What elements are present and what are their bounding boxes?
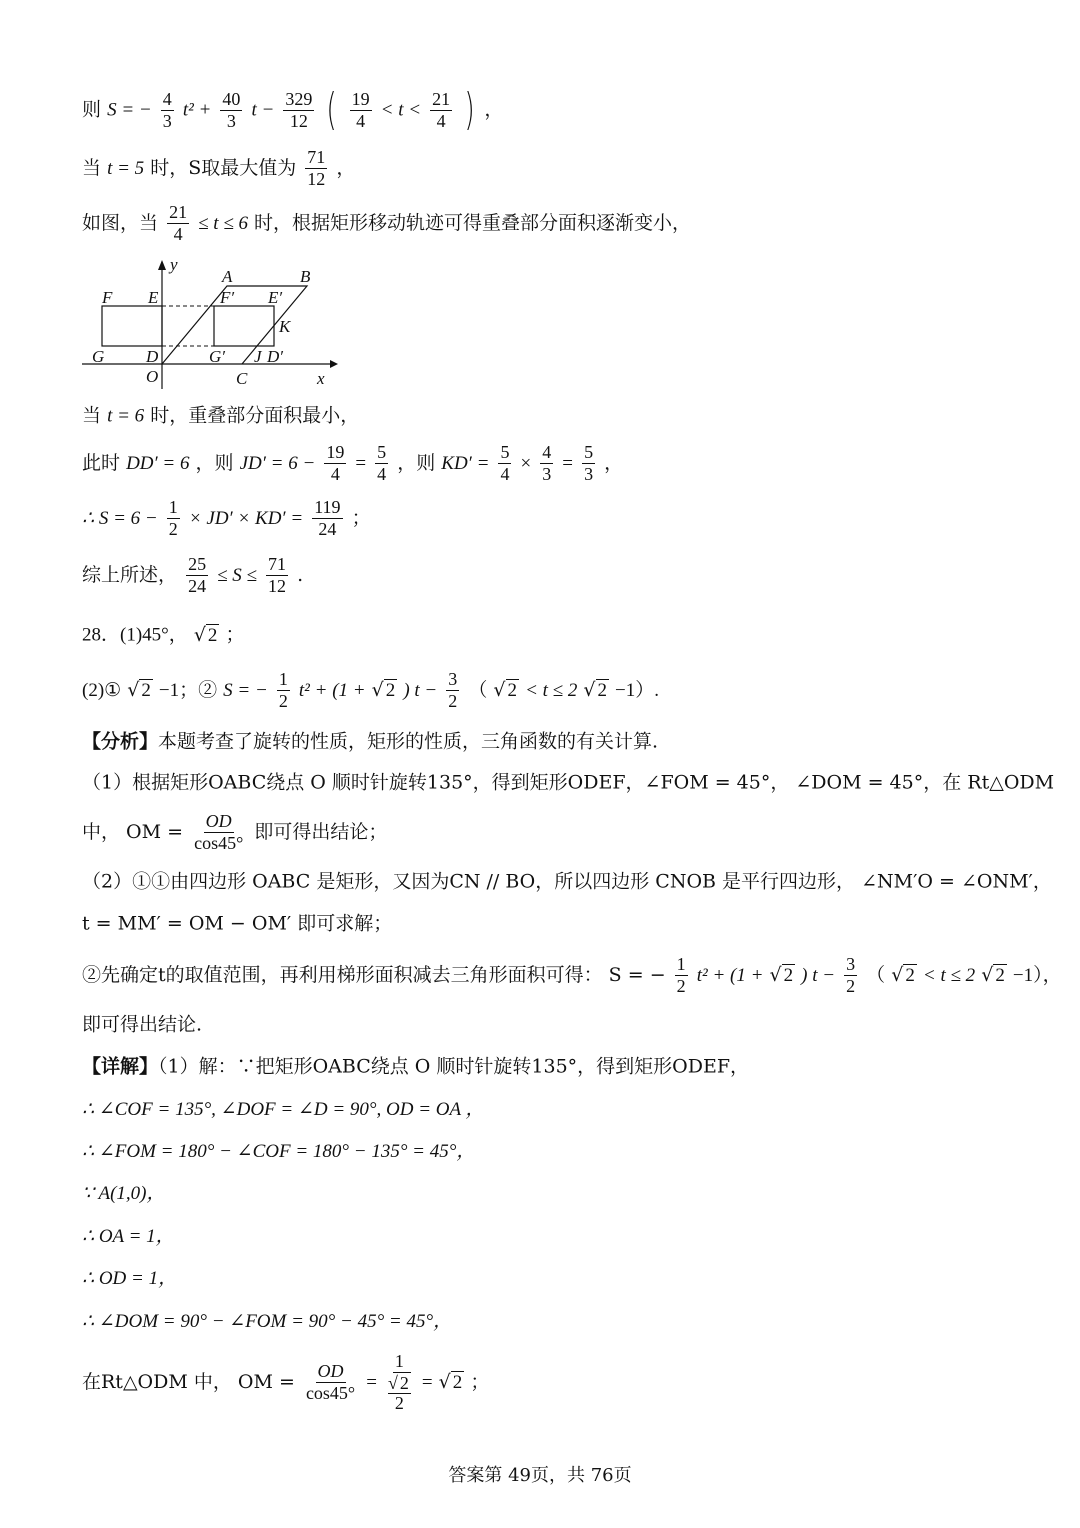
text: 综上所述， <box>82 563 178 586</box>
fraction: $\frac{25}{24}$ <box>188 554 207 596</box>
math: JD′ = 6 − <box>239 452 316 474</box>
text: 时，S取最大值为 <box>150 156 297 179</box>
label-k: K <box>279 317 291 336</box>
sqrt: √ 2 <box>981 963 1005 986</box>
page-footer: 答案第 49页，共 76页 <box>448 1465 632 1486</box>
sqrt: √ 2 <box>891 963 915 986</box>
math: t = 5 <box>107 157 145 179</box>
sqrt: √ 2 <box>371 678 396 701</box>
section-label: 【分析】 <box>82 730 159 753</box>
label-e: E <box>148 288 159 307</box>
line-20 <box>82 1183 166 1203</box>
text: ， <box>484 98 504 121</box>
line-3 <box>82 203 691 244</box>
text: （2）①①由四边形 OABC 是矩形，又因为CN // BO，所以四边形 CNOB 是平行四边形， ∠NM′O = ∠ONM′， <box>82 870 1052 893</box>
label-d-prime: D′ <box>267 347 283 366</box>
sqrt: √ 2 <box>769 963 794 986</box>
line-12 <box>82 812 387 853</box>
line-6 <box>82 498 371 539</box>
sqrt: √ 2 <box>583 678 607 701</box>
line-2 <box>82 148 355 189</box>
label-b: B <box>300 267 311 286</box>
line-22 <box>82 1268 177 1288</box>
text: 在Rt△ODM 中， OM = <box>82 1370 295 1393</box>
math: × JD′ × KD′ = <box>188 507 304 529</box>
label-j: J <box>254 347 262 366</box>
fraction: $\frac{4}{3}$ <box>542 442 552 484</box>
math: ) t − <box>801 964 836 986</box>
line-9 <box>82 670 659 711</box>
text: 即可得出结论. <box>82 1013 203 1036</box>
label-c: C <box>236 369 248 388</box>
math: ≤ S ≤ <box>217 564 257 586</box>
fraction: $\frac{19}{4}$ <box>326 442 345 484</box>
text: ； <box>470 1370 490 1393</box>
label-d: D <box>146 347 159 366</box>
text: . <box>297 563 304 586</box>
line-1 <box>82 84 504 135</box>
line-24 <box>82 1352 489 1413</box>
text: 则 <box>82 98 102 121</box>
text: 时，根据矩形移动轨迹可得重叠部分面积逐渐变小， <box>254 211 692 234</box>
fraction: $\frac{1}{2}$ <box>278 669 288 711</box>
math: t − <box>251 99 275 121</box>
math: S = − <box>223 679 268 701</box>
math: ∴ S = 6 − <box>82 507 158 529</box>
math: = <box>421 1371 433 1393</box>
line-17 <box>82 1057 749 1077</box>
fraction: $\frac{OD}{\cos 45^\circ}$ <box>194 811 244 853</box>
sqrt: √ 2 <box>493 678 518 701</box>
fraction: $\frac{OD}{\cos 45^\circ}$ <box>305 1360 356 1403</box>
text: 当 <box>82 156 102 179</box>
text: t = MM′ = OM − OM′ 即可求解； <box>82 912 393 935</box>
label-y: y <box>170 255 178 274</box>
line-8 <box>82 625 244 645</box>
label-e-prime: E′ <box>268 288 283 307</box>
text: ∴ OA = 1， <box>82 1226 175 1248</box>
math: < t ≤ 2 <box>922 964 976 986</box>
text: ，则 <box>397 451 436 474</box>
fraction: $\frac{5}{4}$ <box>377 442 387 484</box>
line-15 <box>82 955 1062 996</box>
label-x: x <box>317 369 325 388</box>
math: = <box>355 452 367 474</box>
fraction: $\frac{5}{3}$ <box>584 442 594 484</box>
text: 本题考查了旋转的性质，矩形的性质，三角函数的有关计算. <box>158 730 659 753</box>
line-4 <box>82 406 359 426</box>
math: DD′ = 6 <box>126 452 190 474</box>
fraction: $\frac{4}{3}$ <box>162 88 172 131</box>
rectangle-fedg <box>102 306 162 346</box>
line-23 <box>82 1311 452 1331</box>
fraction: $\frac{119}{24}$ <box>314 497 341 539</box>
fraction: $\frac{71}{12}$ <box>307 147 326 189</box>
line-7 <box>82 555 303 596</box>
text: 即可得出结论； <box>254 820 388 843</box>
fraction: $\frac{19}{4}$ <box>351 88 370 131</box>
math: ) t − <box>403 679 438 701</box>
math: t = 6 <box>107 405 145 427</box>
paren: ( <box>326 84 338 135</box>
text: 时，重叠部分面积最小， <box>150 404 360 427</box>
sqrt: √ 2 <box>193 623 218 646</box>
geometry-figure <box>82 254 342 394</box>
text: 如图，当 <box>82 211 159 234</box>
text: (2)① <box>82 679 122 701</box>
text: 此时 <box>82 451 121 474</box>
text: ∴ ∠DOM = 90° − ∠FOM = 90° − 45° = 45°， <box>82 1311 453 1333</box>
fraction: $\frac{3}{2}$ <box>448 669 458 711</box>
fraction: $\frac{21}{4}$ <box>169 202 188 244</box>
text: （ <box>866 963 886 986</box>
math: t² + (1 + <box>298 679 366 701</box>
text: ∵ A(1,0)， <box>82 1183 166 1205</box>
text: ∴ OD = 1， <box>82 1268 178 1290</box>
fraction: $\frac{1}{2}$ <box>168 497 178 539</box>
label-g-prime: G′ <box>209 347 225 366</box>
line-13 <box>82 872 1052 892</box>
math: < t < <box>380 99 422 121</box>
line-10 <box>82 732 658 752</box>
fraction: $\frac{3}{2}$ <box>846 954 856 996</box>
math: t² + (1 + <box>696 964 764 986</box>
math: ≤ t ≤ 6 <box>198 212 248 234</box>
fraction: $\frac{5}{4}$ <box>500 442 510 484</box>
paren: ) <box>464 84 475 135</box>
label-a: A <box>222 267 233 286</box>
text: （1）根据矩形OABC绕点 O 顺时针旋转135°，得到矩形ODEF，∠FOM = 45°， ∠DOM = 45°，在 Rt△ODM <box>82 771 1055 794</box>
fraction: $\frac{40}{3}$ <box>222 88 241 131</box>
text: −1）. <box>615 679 660 701</box>
label-o: O <box>146 367 159 386</box>
text: ，则 <box>195 451 234 474</box>
line-5 <box>82 443 623 484</box>
text: ， <box>604 451 624 474</box>
text: 28．(1)45°， <box>82 624 188 646</box>
fraction: $\frac{21}{4}$ <box>432 88 451 131</box>
text: （1）解：∵把矩形OABC绕点 O 顺时针旋转135°，得到矩形ODEF， <box>158 1055 750 1078</box>
math: = <box>562 452 574 474</box>
text: ， <box>336 156 356 179</box>
fraction: $\frac{71}{12}$ <box>268 554 287 596</box>
math: < t ≤ 2 <box>525 679 578 701</box>
line-16 <box>82 1015 202 1035</box>
label-f-prime: F′ <box>220 288 235 307</box>
text: −1）， <box>1012 964 1062 986</box>
line-19 <box>82 1141 475 1161</box>
line-11 <box>82 773 1054 793</box>
math: = <box>366 1371 377 1393</box>
text: （ <box>468 678 488 701</box>
math: S = − <box>107 99 152 121</box>
label-g: G <box>92 347 105 366</box>
line-14 <box>82 914 392 934</box>
label-f: F <box>102 288 113 307</box>
sqrt: √ 2 <box>127 678 151 701</box>
sqrt: √ 2 <box>438 1370 463 1393</box>
math: × <box>520 452 532 474</box>
fraction: 1 √ 2 2 <box>387 1351 409 1413</box>
text: ； <box>351 506 371 529</box>
fraction: $\frac{1}{2}$ <box>676 954 686 996</box>
text: 中， OM = <box>82 820 184 843</box>
text: −1；② <box>158 679 218 701</box>
line-21 <box>82 1226 175 1246</box>
math: KD′ = <box>441 452 490 474</box>
text: 当 <box>82 404 102 427</box>
y-axis-arrow <box>158 260 166 270</box>
math: t² + <box>182 99 212 121</box>
text: ②先确定t的取值范围，再利用梯形面积减去三角形面积可得： S = − <box>82 963 666 986</box>
text: ； <box>225 623 245 646</box>
x-axis-arrow <box>330 360 338 368</box>
text: ∴ ∠COF = 135°, ∠DOF = ∠D = 90°, OD = OA ， <box>82 1099 485 1121</box>
section-label: 【详解】 <box>82 1055 159 1078</box>
rectangle-moved <box>214 306 274 346</box>
text: ∴ ∠FOM = 180° − ∠COF = 180° − 135° = 45°， <box>82 1141 476 1163</box>
fraction: $\frac{329}{12}$ <box>285 88 313 131</box>
line-18 <box>82 1099 485 1119</box>
